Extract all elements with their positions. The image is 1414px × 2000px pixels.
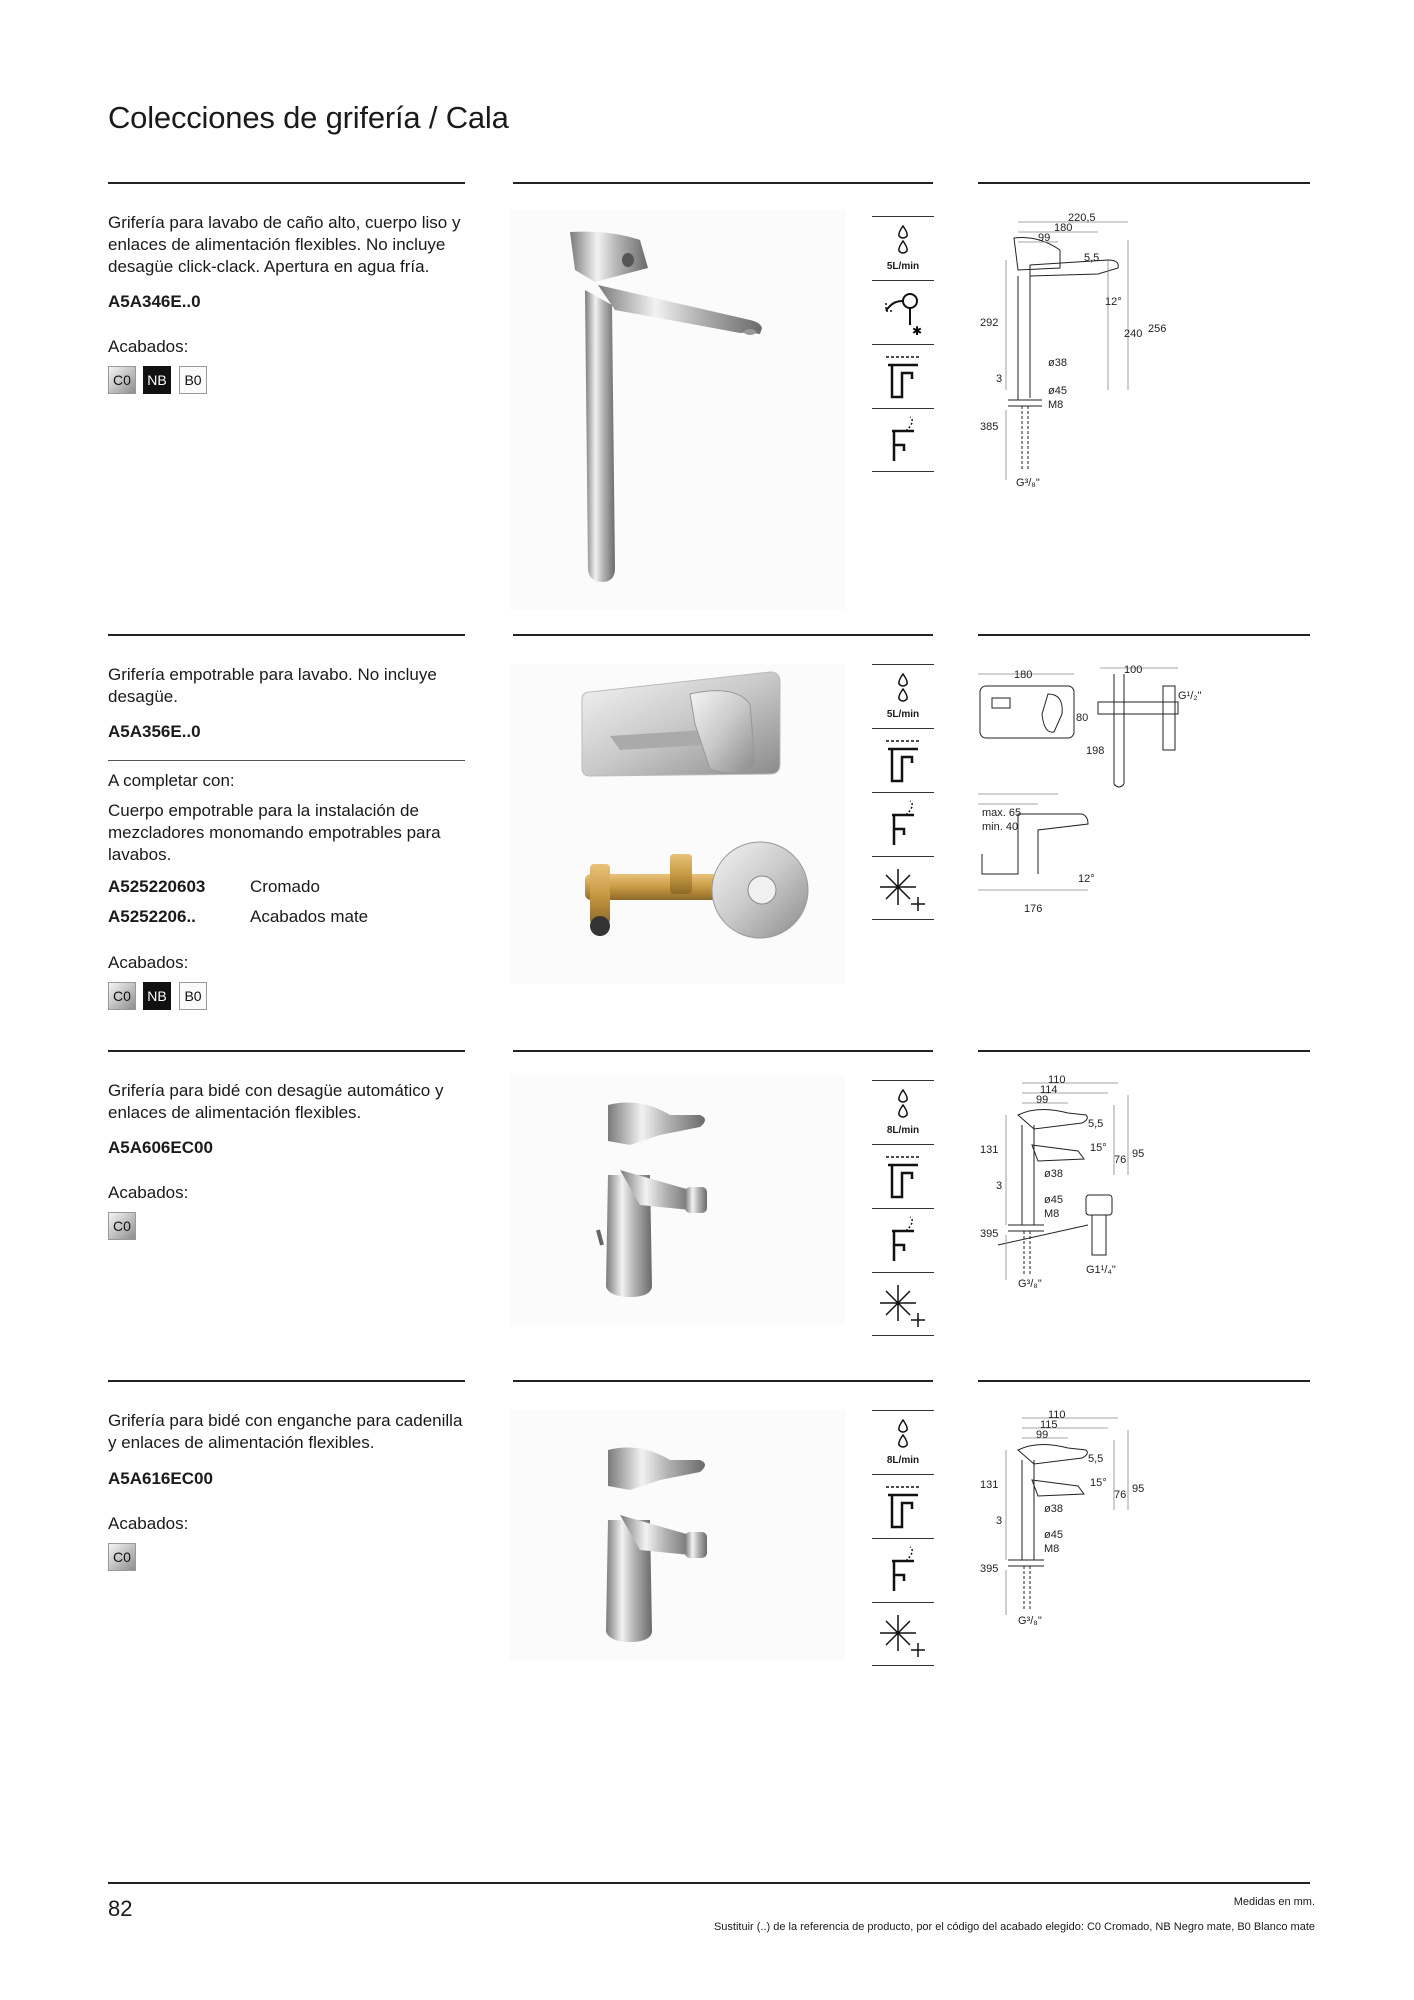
swivel-lever-icon <box>872 728 934 791</box>
svg-text:min. 40: min. 40 <box>982 821 1019 833</box>
lever-rotation-icon <box>872 1208 934 1271</box>
finish-swatch-black[interactable]: NB <box>143 982 171 1010</box>
svg-text:80: 80 <box>1076 712 1089 724</box>
flow-rate-label: 5L/min <box>886 261 920 272</box>
svg-text:395: 395 <box>980 1228 999 1240</box>
swivel-lever-icon <box>872 1144 934 1207</box>
svg-text:5,5: 5,5 <box>1084 252 1100 264</box>
section-divider <box>978 1050 1310 1052</box>
svg-text:180: 180 <box>1014 669 1033 681</box>
svg-text:3: 3 <box>996 1180 1003 1192</box>
svg-text:3: 3 <box>996 373 1003 385</box>
section-divider <box>513 1380 933 1382</box>
sparkle-finish-icon <box>872 1602 934 1666</box>
product-photo-bidet-mixer <box>510 1410 845 1660</box>
svg-text:131: 131 <box>980 1144 999 1156</box>
svg-text:176: 176 <box>1024 903 1043 915</box>
technical-drawing-1 <box>978 210 1208 490</box>
svg-text:M8: M8 <box>1044 1208 1060 1220</box>
technical-drawing-4 <box>978 1410 1178 1630</box>
finish-swatch-white[interactable]: B0 <box>179 366 207 394</box>
cold-start-icon <box>872 280 934 343</box>
svg-text:G³/₈": G³/₈" <box>1018 1615 1042 1627</box>
technical-drawing-2 <box>978 664 1238 924</box>
product-reference: A5A356E..0 <box>108 722 201 741</box>
flow-rate-label: 5L/min <box>886 709 920 720</box>
finish-swatch-chrome[interactable]: C0 <box>108 366 136 394</box>
product-photo-wall-mixer <box>510 664 845 984</box>
finishes-label: Acabados: <box>108 953 189 972</box>
svg-text:M8: M8 <box>1044 1543 1060 1555</box>
section-divider <box>513 182 933 184</box>
svg-text:max. 65: max. 65 <box>982 807 1022 819</box>
lever-rotation-icon <box>872 408 934 472</box>
svg-text:M8: M8 <box>1048 399 1064 411</box>
product-description: Grifería para lavabo de caño alto, cuerpo liso y enlaces de alimentación flexibles. No incluye desagüe click-clack. Apertura en agua fría. <box>108 213 461 276</box>
footer-finish-note: Sustituir (..) de la referencia de producto, por el código del acabado elegido: C0 Cromado, NB Negro mate, B0 Blanco mate <box>713 1921 1315 1933</box>
svg-text:5,5: 5,5 <box>1088 1453 1104 1465</box>
svg-text:ø45: ø45 <box>1044 1194 1063 1206</box>
svg-text:385: 385 <box>980 421 999 433</box>
svg-text:110: 110 <box>1048 1410 1066 1421</box>
svg-text:12°: 12° <box>1105 296 1122 308</box>
complement-finish: Cromado <box>250 877 320 896</box>
svg-text:76: 76 <box>1114 1154 1127 1166</box>
svg-text:100: 100 <box>1124 664 1143 676</box>
svg-text:G³/₈": G³/₈" <box>1018 1278 1042 1290</box>
finish-swatch-black[interactable]: NB <box>143 366 171 394</box>
svg-text:115: 115 <box>1040 1419 1058 1431</box>
swivel-lever-icon <box>872 1474 934 1537</box>
sparkle-finish-icon <box>872 856 934 920</box>
product-description: Grifería para bidé con enganche para cadenilla y enlaces de alimentación flexibles. <box>108 1411 463 1452</box>
technical-drawing-3 <box>978 1075 1178 1290</box>
section-divider <box>978 634 1310 636</box>
finish-swatch-white[interactable]: B0 <box>179 982 207 1010</box>
page-title: Colecciones de grifería / Cala <box>108 100 509 135</box>
complement-label: A completar con: <box>108 771 235 790</box>
lever-rotation-icon <box>872 1538 934 1601</box>
svg-text:99: 99 <box>1036 1094 1049 1106</box>
svg-text:76: 76 <box>1114 1489 1127 1501</box>
section-divider <box>513 1050 933 1052</box>
finishes-label: Acabados: <box>108 1183 189 1202</box>
product-reference: A5A606EC00 <box>108 1138 213 1157</box>
water-saving-icon <box>872 216 934 279</box>
svg-text:ø45: ø45 <box>1044 1529 1063 1541</box>
product-reference: A5A616EC00 <box>108 1469 213 1488</box>
svg-text:198: 198 <box>1086 745 1105 757</box>
svg-text:G1¹/₄": G1¹/₄" <box>1086 1264 1116 1276</box>
svg-text:15°: 15° <box>1090 1477 1107 1489</box>
complement-finish: Acabados mate <box>250 907 369 926</box>
svg-text:G¹/₂": G¹/₂" <box>1178 690 1202 702</box>
svg-text:ø38: ø38 <box>1048 357 1067 369</box>
svg-text:110: 110 <box>1048 1075 1066 1086</box>
svg-text:220,5: 220,5 <box>1068 212 1096 224</box>
product-photo-tall-basin-mixer <box>510 210 845 610</box>
svg-text:✱: ✱ <box>912 324 923 338</box>
flow-rate-label: 8L/min <box>886 1455 920 1466</box>
complement-code: A525220603 <box>108 877 206 896</box>
finishes-label: Acabados: <box>108 1514 189 1533</box>
section-divider <box>978 1380 1310 1382</box>
complement-code: A5252206.. <box>108 907 196 926</box>
svg-text:ø45: ø45 <box>1048 385 1067 397</box>
svg-text:15°: 15° <box>1090 1142 1107 1154</box>
svg-text:95: 95 <box>1132 1148 1145 1160</box>
svg-text:240: 240 <box>1124 328 1143 340</box>
footer-units-note: Medidas en mm. <box>1233 1896 1315 1908</box>
svg-text:256: 256 <box>1148 323 1167 335</box>
footer-divider <box>108 1882 1310 1884</box>
flow-rate-label: 8L/min <box>886 1125 920 1136</box>
section-divider <box>513 634 933 636</box>
complement-description: Cuerpo empotrable para la instalación de mezcladores monomando empotrables para lavabos. <box>108 801 441 864</box>
svg-text:292: 292 <box>980 317 999 329</box>
section-divider <box>108 182 465 184</box>
product-photo-bidet-mixer <box>510 1075 845 1325</box>
svg-text:95: 95 <box>1132 1483 1145 1495</box>
product-reference: A5A346E..0 <box>108 292 201 311</box>
product-description: Grifería empotrable para lavabo. No incluye desagüe. <box>108 665 437 706</box>
finish-swatch-chrome[interactable]: C0 <box>108 1543 136 1571</box>
section-divider <box>108 1380 465 1382</box>
finish-swatch-chrome[interactable]: C0 <box>108 1212 136 1240</box>
svg-text:5,5: 5,5 <box>1088 1118 1104 1130</box>
complement-divider <box>108 760 465 761</box>
svg-text:ø38: ø38 <box>1044 1503 1063 1515</box>
product-description: Grifería para bidé con desagüe automático y enlaces de alimentación flexibles. <box>108 1081 444 1122</box>
section-divider <box>978 182 1310 184</box>
water-saving-icon <box>872 1410 934 1473</box>
svg-text:395: 395 <box>980 1563 999 1575</box>
svg-text:12°: 12° <box>1078 873 1095 885</box>
sparkle-finish-icon <box>872 1272 934 1336</box>
section-divider <box>108 1050 465 1052</box>
svg-text:131: 131 <box>980 1479 999 1491</box>
water-saving-icon <box>872 664 934 727</box>
finishes-label: Acabados: <box>108 337 189 356</box>
svg-text:ø38: ø38 <box>1044 1168 1063 1180</box>
lever-rotation-icon <box>872 792 934 855</box>
finish-swatch-chrome[interactable]: C0 <box>108 982 136 1010</box>
water-saving-icon <box>872 1080 934 1143</box>
page-number: 82 <box>108 1896 133 1921</box>
swivel-lever-icon <box>872 344 934 407</box>
svg-text:G³/₈": G³/₈" <box>1016 477 1040 489</box>
svg-text:114: 114 <box>1040 1084 1058 1096</box>
svg-text:180: 180 <box>1054 222 1073 234</box>
section-divider <box>108 634 465 636</box>
svg-text:99: 99 <box>1038 232 1051 244</box>
svg-text:99: 99 <box>1036 1429 1049 1441</box>
svg-text:3: 3 <box>996 1515 1003 1527</box>
